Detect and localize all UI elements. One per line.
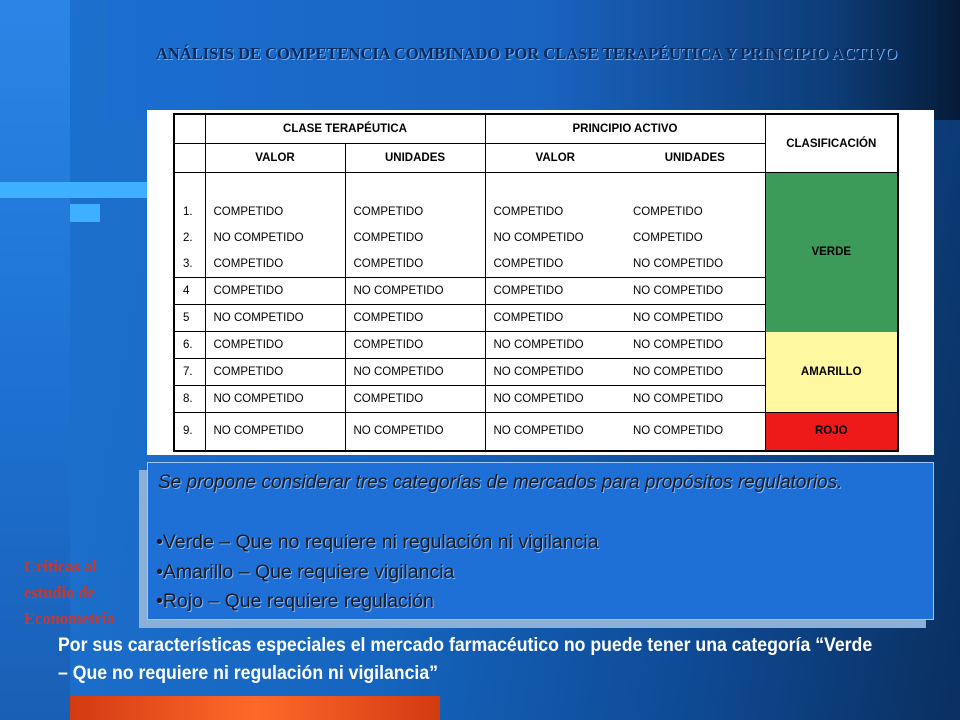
- cell-clase-valor: COMPETIDO: [205, 278, 345, 305]
- cell-clase-unidades: COMPETIDO: [345, 332, 485, 359]
- side-label-line: estudio de: [24, 583, 96, 602]
- cell-principio-valor: NO COMPETIDO: [485, 386, 625, 413]
- bullet-rojo: •Rojo – Que requiere regulación: [156, 590, 434, 612]
- cell-principio-unidades: NO COMPETIDO: [625, 305, 765, 332]
- proposal-intro: Se propone considerar tres categorías de mercados para propósitos regulatorios.: [158, 472, 843, 493]
- cell-clase-unidades: NO COMPETIDO: [345, 359, 485, 386]
- footer-conclusion: Por sus características especiales el mercado farmacéutico no puede tener una categoría “Verde – Que no requiere ni regulación ni vigilancia”: [58, 635, 873, 684]
- cell-clase-valor: COMPETIDO: [205, 332, 345, 359]
- cell-principio-valor: COMPETIDO: [485, 278, 625, 305]
- cell-principio-valor: NO COMPETIDO: [485, 359, 625, 386]
- cell-principio-unidades: COMPETIDO: [633, 206, 703, 218]
- table-row: [174, 413, 898, 451]
- header-clasificacion: CLASIFICACIÓN: [765, 114, 898, 173]
- bullet-verde: •Verde – Que no requiere ni regulación ni vigilancia: [156, 531, 599, 553]
- cell-principio-valor: COMPETIDO: [485, 199, 625, 225]
- side-label-line: Econometría: [24, 609, 115, 628]
- classification-amarillo: AMARILLO: [765, 332, 898, 413]
- cell-principio-unidades: NO COMPETIDO: [633, 425, 724, 438]
- competition-table: [173, 113, 899, 452]
- cell-principio-unidades: NO COMPETIDO: [625, 251, 765, 278]
- cell-principio-unidades: NO COMPETIDO: [625, 332, 765, 359]
- cell-clase-valor: NO COMPETIDO: [205, 413, 345, 451]
- bullet-amarillo: •Amarillo – Que requiere vigilancia: [156, 561, 455, 583]
- cell-principio-unidades: NO COMPETIDO: [625, 359, 765, 386]
- row-number: 3.: [174, 251, 205, 278]
- cell-principio-unidades: NO COMPETIDO: [625, 278, 765, 305]
- row-number: 7.: [174, 359, 205, 386]
- subheader-unidades: UNIDADES: [345, 144, 485, 173]
- competition-table-panel: [147, 110, 934, 455]
- row-number: 8.: [174, 386, 205, 413]
- cell-principio-valor: NO COMPETIDO: [485, 225, 625, 251]
- decorative-cyan-block: [70, 204, 100, 222]
- row-number: 6.: [174, 332, 205, 359]
- classification-verde: VERDE: [765, 173, 898, 332]
- side-label-line: Críticas al: [24, 557, 97, 576]
- table-row: [174, 332, 898, 359]
- cell-clase-valor: COMPETIDO: [205, 251, 345, 278]
- cell-principio-unidades: COMPETIDO: [633, 232, 703, 244]
- header-clase-terapeutica: CLASE TERAPÉUTICA: [205, 114, 485, 144]
- cell-principio-valor: NO COMPETIDO: [485, 332, 625, 359]
- cell-clase-valor: COMPETIDO: [205, 199, 345, 225]
- cell-clase-unidades: COMPETIDO: [345, 251, 485, 278]
- cell-clase-unidades: COMPETIDO: [345, 225, 485, 251]
- cell-clase-unidades: COMPETIDO: [345, 199, 485, 225]
- decorative-orange-bar: [70, 696, 440, 720]
- cell-principio-valor: COMPETIDO: [485, 305, 625, 332]
- cell-principio-valor: COMPETIDO: [485, 251, 625, 278]
- cell-clase-unidades: COMPETIDO: [345, 305, 485, 332]
- cell-clase-valor: NO COMPETIDO: [205, 305, 345, 332]
- cell-clase-unidades: COMPETIDO: [345, 386, 485, 413]
- cell-clase-valor: NO COMPETIDO: [205, 225, 345, 251]
- table-group-header-row: [174, 114, 898, 144]
- cell-clase-unidades: NO COMPETIDO: [345, 278, 485, 305]
- decorative-cyan-stripe: [0, 182, 150, 198]
- header-principio-activo: PRINCIPIO ACTIVO: [485, 114, 765, 144]
- cell-clase-valor: NO COMPETIDO: [205, 386, 345, 413]
- row-number: 5: [174, 305, 205, 332]
- subheader-valor: VALOR: [205, 144, 345, 173]
- row-number: 9.: [183, 425, 193, 438]
- cell-principio-unidades: NO COMPETIDO: [625, 386, 765, 413]
- classification-rojo: ROJO: [765, 413, 898, 451]
- cell-principio-valor: NO COMPETIDO: [485, 413, 625, 451]
- proposal-note-box: [147, 462, 934, 620]
- subheader-unidades: UNIDADES: [625, 144, 765, 173]
- row-number: 1.: [183, 206, 193, 218]
- subheader-valor: VALOR: [485, 144, 625, 173]
- row-number: 4: [174, 278, 205, 305]
- cell-clase-valor: COMPETIDO: [205, 359, 345, 386]
- side-label: [24, 554, 154, 632]
- row-number: 2.: [183, 232, 193, 244]
- cell-clase-unidades: NO COMPETIDO: [345, 413, 485, 451]
- slide-title: ANÁLISIS DE COMPETENCIA COMBINADO POR CLASE TERAPÉUTICA Y PRINCIPIO ACTIVO: [156, 44, 898, 63]
